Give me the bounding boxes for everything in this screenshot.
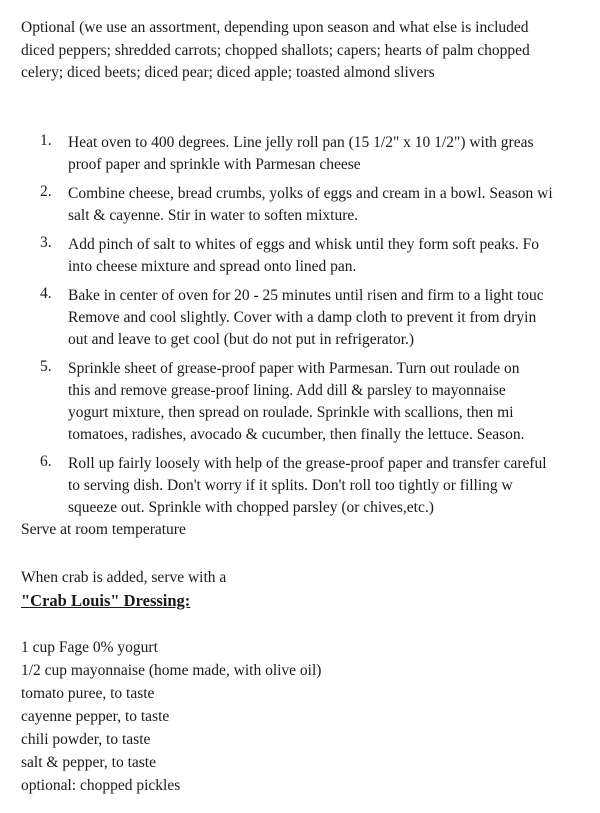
step-text-line: Heat oven to 400 degrees. Line jelly roll pan (15 1/2" x 10 1/2") with greas xyxy=(68,134,534,151)
step-text-line: tomatoes, radishes, avocado & cucumber, then finally the lettuce. Season. xyxy=(68,426,525,443)
step-number: 2. xyxy=(40,183,52,200)
crab-note: When crab is added, serve with a xyxy=(21,569,227,586)
step-text-line: Remove and cool slightly. Cover with a damp cloth to prevent it from dryin xyxy=(68,309,537,326)
step-text-line: out and leave to get cool (but do not put in refrigerator.) xyxy=(68,331,415,348)
step-text-line: proof paper and sprinkle with Parmesan cheese xyxy=(68,156,361,173)
ingredient-item: optional: chopped pickles xyxy=(21,777,181,794)
step-text-line: to serving dish. Don't worry if it splits. Don't roll too tightly or filling w xyxy=(68,477,513,494)
step-text-line: Bake in center of oven for 20 - 25 minutes until risen and firm to a light touc xyxy=(68,287,544,304)
step-number: 6. xyxy=(40,453,52,470)
step-text-line: Combine cheese, bread crumbs, yolks of eggs and cream in a bowl. Season wi xyxy=(68,185,553,202)
instruction-step xyxy=(40,453,553,519)
step-text-line: salt & cayenne. Stir in water to soften mixture. xyxy=(68,207,359,224)
step-number: 5. xyxy=(40,358,52,375)
serve-note: Serve at room temperature xyxy=(21,521,186,538)
step-number: 1. xyxy=(40,132,52,149)
ingredient-item: 1 cup Fage 0% yogurt xyxy=(21,639,158,656)
ingredient-item: cayenne pepper, to taste xyxy=(21,708,170,725)
ingredient-item: salt & pepper, to taste xyxy=(21,754,156,771)
ingredient-item: chili powder, to taste xyxy=(21,731,151,748)
instructions-list xyxy=(40,132,553,526)
step-text-line: Sprinkle sheet of grease-proof paper with Parmesan. Turn out roulade on xyxy=(68,360,520,377)
instruction-step xyxy=(40,132,553,176)
step-text-line: Roll up fairly loosely with help of the grease-proof paper and transfer careful xyxy=(68,455,547,472)
step-text-line: squeeze out. Sprinkle with chopped parsley (or chives,etc.) xyxy=(68,499,434,516)
ingredient-item: tomato puree, to taste xyxy=(21,685,155,702)
step-number: 4. xyxy=(40,285,52,302)
step-text-line: into cheese mixture and spread onto lined pan. xyxy=(68,258,357,275)
step-number: 3. xyxy=(40,234,52,251)
instruction-step xyxy=(40,285,553,351)
step-text-line: this and remove grease-proof lining. Add dill & parsley to mayonnaise xyxy=(68,382,506,399)
step-text-line: Add pinch of salt to whites of eggs and whisk until they form soft peaks. Fo xyxy=(68,236,539,253)
instruction-step xyxy=(40,234,553,278)
step-text-line: yogurt mixture, then spread on roulade. Sprinkle with scallions, then mi xyxy=(68,404,514,421)
ingredient-list xyxy=(21,636,321,797)
intro-line-2: diced peppers; shredded carrots; chopped shallots; capers; hearts of palm chopped xyxy=(21,42,530,59)
ingredient-item: 1/2 cup mayonnaise (home made, with olive oil) xyxy=(21,662,322,679)
intro-line-1: Optional (we use an assortment, depending upon season and what else is included xyxy=(21,19,529,36)
instruction-step xyxy=(40,183,553,227)
dressing-heading: "Crab Louis" Dressing: xyxy=(21,591,191,610)
intro-line-3: celery; diced beets; diced pear; diced apple; toasted almond slivers xyxy=(21,64,435,81)
instruction-step xyxy=(40,358,553,446)
